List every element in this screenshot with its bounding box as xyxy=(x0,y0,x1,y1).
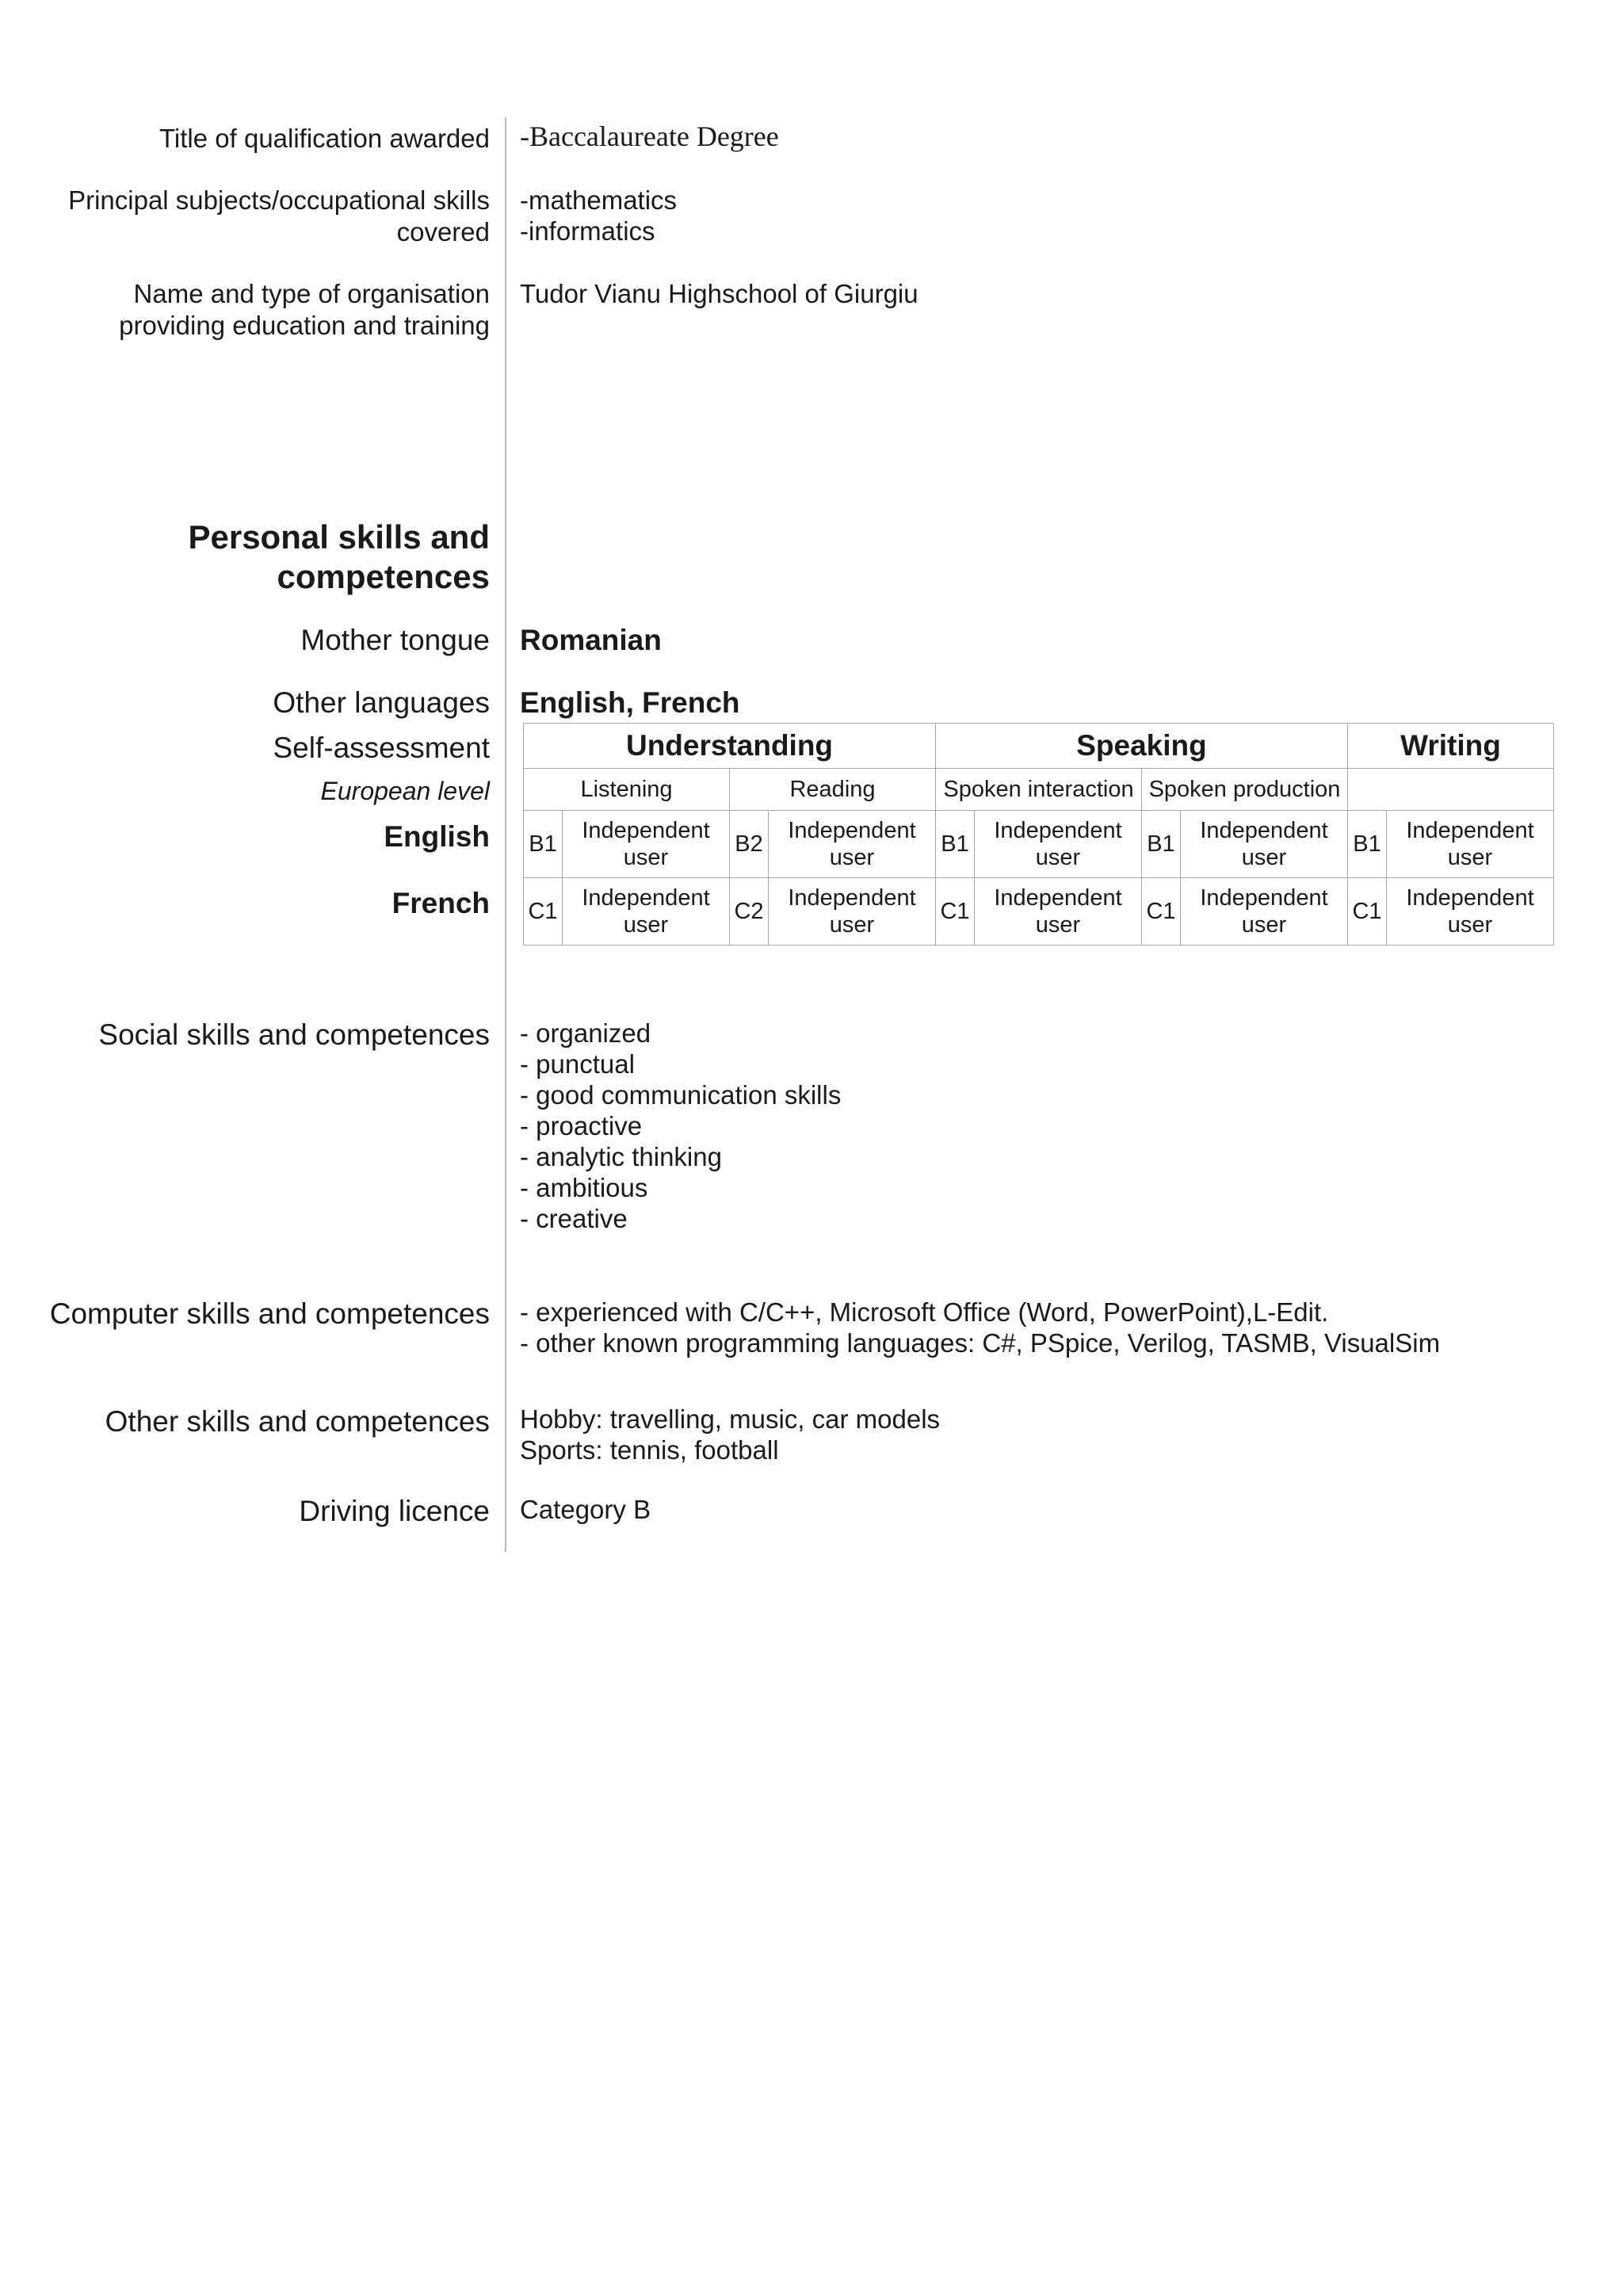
list-item: - proactive xyxy=(520,1111,643,1140)
level-description: Independent user xyxy=(975,878,1142,946)
group-writing: Writing xyxy=(1348,724,1554,769)
self-assessment-label: Self-assessment xyxy=(273,732,490,764)
language-row-label-english: English xyxy=(384,820,490,853)
list-item: Hobby: travelling, music, car models xyxy=(520,1404,941,1434)
level-description: Independent user xyxy=(1181,811,1348,878)
driving-licence-label: Driving licence xyxy=(299,1495,490,1527)
personal-skills-heading: Personal skills and competences xyxy=(188,518,490,595)
european-level-label: European level xyxy=(320,777,490,805)
level-description: Independent user xyxy=(975,811,1142,878)
list-item: - experienced with C/C++, Microsoft Office (Word, PowerPoint),L-Edit. xyxy=(520,1297,1329,1327)
list-item: - ambitious xyxy=(520,1173,648,1202)
level-code: C1 xyxy=(1348,878,1387,946)
column-divider xyxy=(505,117,506,1552)
social-skills-list xyxy=(520,1018,841,1234)
list-item: Sports: tennis, football xyxy=(520,1435,779,1465)
group-understanding: Understanding xyxy=(524,724,936,769)
table-group-header-row xyxy=(524,724,1554,769)
list-item: - good communication skills xyxy=(520,1080,842,1110)
other-languages-value: English, French xyxy=(520,686,740,719)
level-code: C1 xyxy=(936,878,975,946)
subject-item: -mathematics xyxy=(520,185,678,215)
principal-subjects-value xyxy=(520,185,677,246)
level-code: B1 xyxy=(1348,811,1387,878)
subheader-listening: Listening xyxy=(524,769,730,811)
subheader-writing-empty xyxy=(1348,769,1554,811)
list-item: - other known programming languages: C#, PSpice, Verilog, TASMB, VisualSim xyxy=(520,1328,1441,1358)
organisation-value: Tudor Vianu Highschool of Giurgiu xyxy=(520,279,918,308)
level-code: B1 xyxy=(524,811,563,878)
mother-tongue-label: Mother tongue xyxy=(300,624,490,656)
level-description: Independent user xyxy=(1387,878,1554,946)
list-item: - organized xyxy=(520,1018,651,1048)
group-speaking: Speaking xyxy=(936,724,1348,769)
level-description: Independent user xyxy=(563,878,730,946)
principal-subjects-label: Principal subjects/occupational skills covered xyxy=(68,185,490,246)
level-description: Independent user xyxy=(1181,878,1348,946)
other-languages-label: Other languages xyxy=(273,686,490,719)
level-code: C1 xyxy=(1142,878,1181,946)
subject-item: -informatics xyxy=(520,216,655,246)
other-skills-label: Other skills and competences xyxy=(105,1405,490,1438)
level-code: C2 xyxy=(730,878,769,946)
level-description: Independent user xyxy=(769,811,936,878)
list-item: - creative xyxy=(520,1204,628,1233)
level-code: B1 xyxy=(936,811,975,878)
computer-skills-label: Computer skills and competences xyxy=(49,1297,490,1330)
level-description: Independent user xyxy=(769,878,936,946)
level-code: C1 xyxy=(524,878,563,946)
language-row-label-french: French xyxy=(391,887,490,919)
driving-licence-value: Category B xyxy=(520,1495,651,1524)
list-item: - analytic thinking xyxy=(520,1142,722,1171)
table-subheader-row xyxy=(524,769,1554,811)
table-row-french xyxy=(524,878,1554,946)
table-row-english xyxy=(524,811,1554,878)
level-description: Independent user xyxy=(563,811,730,878)
computer-skills-list xyxy=(520,1297,1440,1358)
title-qualification-label: Title of qualification awarded xyxy=(158,124,490,153)
language-assessment-table xyxy=(523,723,1554,946)
level-description: Independent user xyxy=(1387,811,1554,878)
social-skills-label: Social skills and competences xyxy=(98,1018,490,1051)
level-code: B2 xyxy=(730,811,769,878)
organisation-label: Name and type of organisation providing education and training xyxy=(119,279,490,340)
other-skills-list xyxy=(520,1404,940,1465)
subheader-spoken-interaction: Spoken interaction xyxy=(936,769,1142,811)
subheader-reading: Reading xyxy=(730,769,936,811)
level-code: B1 xyxy=(1142,811,1181,878)
subheader-spoken-production: Spoken production xyxy=(1142,769,1348,811)
title-qualification-value: -Baccalaureate Degree xyxy=(520,120,779,152)
list-item: - punctual xyxy=(520,1049,635,1079)
mother-tongue-value: Romanian xyxy=(520,624,662,656)
